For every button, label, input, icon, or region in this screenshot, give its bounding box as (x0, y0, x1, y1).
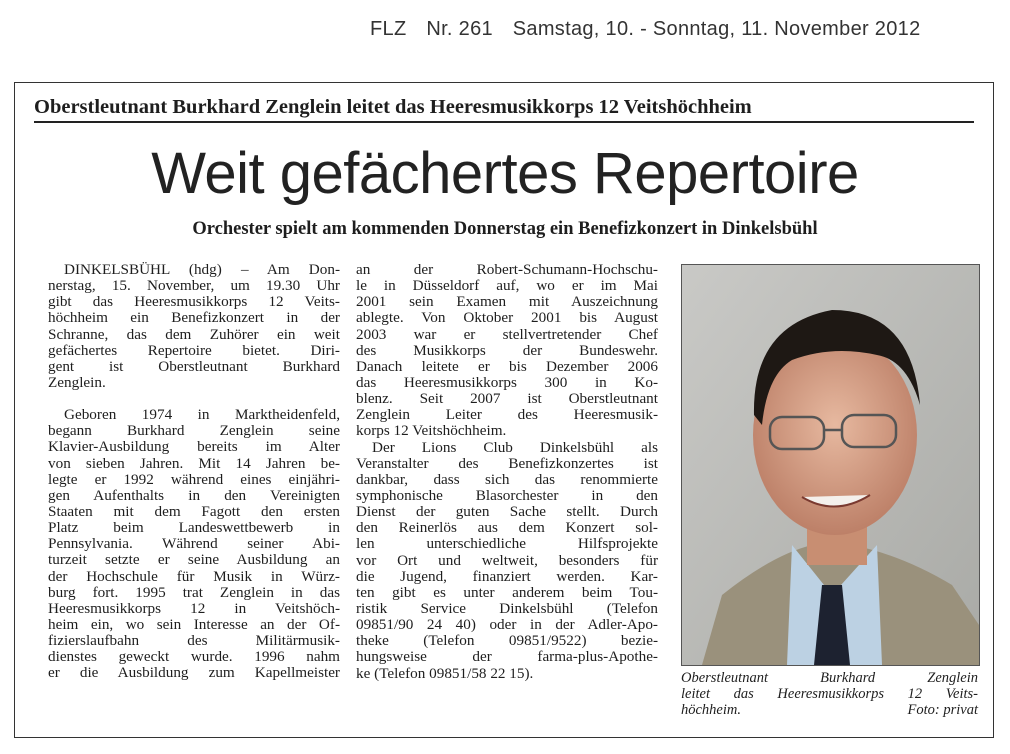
paragraph-gap (48, 391, 340, 407)
text-line: nerstag, 15. November, um 19.30 Uhr (48, 277, 340, 295)
text-line: ristik Service Dinkelsbühl (Telefon (356, 599, 658, 617)
text-line: turzeit setzte er seine Ausbildung an (48, 551, 340, 569)
text-line: Heeresmusikkorps 12 in Veitshöch- (48, 599, 340, 617)
text-line: legte er 1992 während eines einjähri- (48, 470, 340, 488)
text-line: Klavier-Ausbildung bereits im Alter (48, 438, 340, 456)
text-line: DINKELSBÜHL (hdg) – Am Don- (64, 261, 340, 278)
text-line: ten gibt es unter anderem beim Tou- (356, 583, 658, 601)
text-line: ke (Telefon 09851/58 22 15). (356, 664, 534, 682)
issue-number: Nr. 261 (426, 18, 493, 40)
text-line: Der Lions Club Dinkelsbühl als (372, 438, 658, 456)
text-line: gibt das Heeresmusikkorps 12 Veits- (48, 293, 340, 311)
text-line: dienstes geweckt wurde. 1996 nahm (48, 648, 340, 666)
text-line: an der Robert-Schumann-Hochschu- (356, 261, 658, 278)
text-line: gent ist Oberstleutnant Burkhard (48, 357, 340, 375)
text-line: das Heeresmusikkorps 300 in Ko- (356, 373, 658, 391)
caption-line: leitet das Heeresmusikkorps 12 Veits- (681, 686, 978, 703)
text-line: Staaten mit dem Fagott den ersten (48, 502, 340, 520)
text-line: len unterschiedliche Hilfsprojekte (356, 535, 658, 553)
caption-line: höchheim. (681, 702, 741, 719)
caption-credit-row (681, 702, 978, 719)
text-line: des Musikkorps der Bundeswehr. (356, 341, 658, 359)
article-kicker: Oberstleutnant Burkhard Zenglein leitet das Heeresmusikkorps 12 Veitshöchheim (34, 96, 974, 123)
text-line: von sieben Jahren. Mit 14 Jahren be- (48, 454, 340, 472)
text-line: begann Burkhard Zenglein seine (48, 422, 340, 440)
text-line: Pennsylvania. Während seiner Abi- (48, 535, 340, 553)
text-line: ablegte. Von Oktober 2001 bis August (356, 309, 658, 327)
text-line: 2003 war er stellvertretender Chef (356, 325, 658, 343)
caption-line: Oberstleutnant Burkhard Zenglein (681, 670, 978, 686)
text-line: Platz beim Landeswettbewerb in (48, 519, 340, 537)
text-line: heim ein, wo sein Interesse an der Of- (48, 615, 340, 633)
text-line: vor Ort und weltweit, besonders für (356, 551, 658, 569)
text-line: symphonische Blasorchester in den (356, 486, 658, 504)
article-headline: Weit gefächertes Repertoire (151, 141, 859, 206)
text-line: fizierslaufbahn des Militärmusik- (48, 632, 340, 650)
text-line: den Reinerlös aus dem Konzert sol- (356, 519, 658, 537)
text-line: dankbar, dass sich das renommierte (356, 470, 658, 488)
text-line: korps 12 Veitshöchheim. (356, 422, 507, 440)
text-line: Danach leitete er bis Dezember 2006 (356, 357, 658, 375)
text-line: hungsweise der farma-plus-Apothe- (356, 648, 658, 666)
text-line: Geboren 1974 in Marktheidenfeld, (64, 406, 340, 424)
text-line: blenz. Seit 2007 ist Oberstleutnant (356, 390, 658, 408)
text-line: Dienst der guten Sache stellt. Durch (356, 503, 658, 521)
text-line: gen Aufenthalts in den Vereinigten (48, 486, 340, 504)
masthead (370, 18, 935, 41)
photo-credit: Foto: privat (907, 702, 978, 719)
text-line: höchheim ein Benefizkonzert in der (48, 309, 340, 327)
paragraph (48, 407, 340, 681)
paragraph (48, 262, 340, 391)
photo-caption (681, 670, 978, 719)
text-line: Schranne, das dem Zuhörer ein weit (48, 325, 340, 343)
text-line: gefächertes Repertoire bietet. Diri- (48, 341, 340, 359)
article-column-2 (356, 262, 658, 682)
text-line: Zenglein. (48, 373, 106, 391)
article-column-1 (48, 262, 340, 682)
text-line: 09851/90 24 40) oder in der Adler-Apo- (356, 616, 658, 634)
text-line: er die Ausbildung zum Kapellmeister (48, 664, 340, 682)
text-line: der Hochschule für Musik in Würz- (48, 567, 340, 585)
text-line: die Jugend, finanziert werden. Kar- (356, 567, 658, 585)
text-line: Zenglein Leiter des Heeresmusik- (356, 406, 658, 424)
text-line: Veranstalter des Benefizkonzertes ist (356, 454, 658, 472)
text-line: burg fort. 1995 trat Zenglein in das (48, 583, 340, 601)
paragraph (356, 440, 658, 682)
text-line: le in Düsseldorf auf, wo er im Mai (356, 277, 658, 295)
issue-date: Samstag, 10. - Sonntag, 11. November 2012 (512, 18, 921, 40)
portrait-image (682, 265, 979, 665)
text-line: theke (Telefon 09851/9522) bezie- (356, 632, 658, 650)
paragraph (356, 262, 658, 440)
paper-name: FLZ (370, 18, 407, 40)
portrait-photo (681, 264, 980, 666)
article-subhead: Orchester spielt am kommenden Donnerstag ein Benefizkonzert in Dinkelsbühl (192, 219, 818, 239)
text-line: 2001 sein Examen mit Auszeichnung (356, 293, 658, 311)
